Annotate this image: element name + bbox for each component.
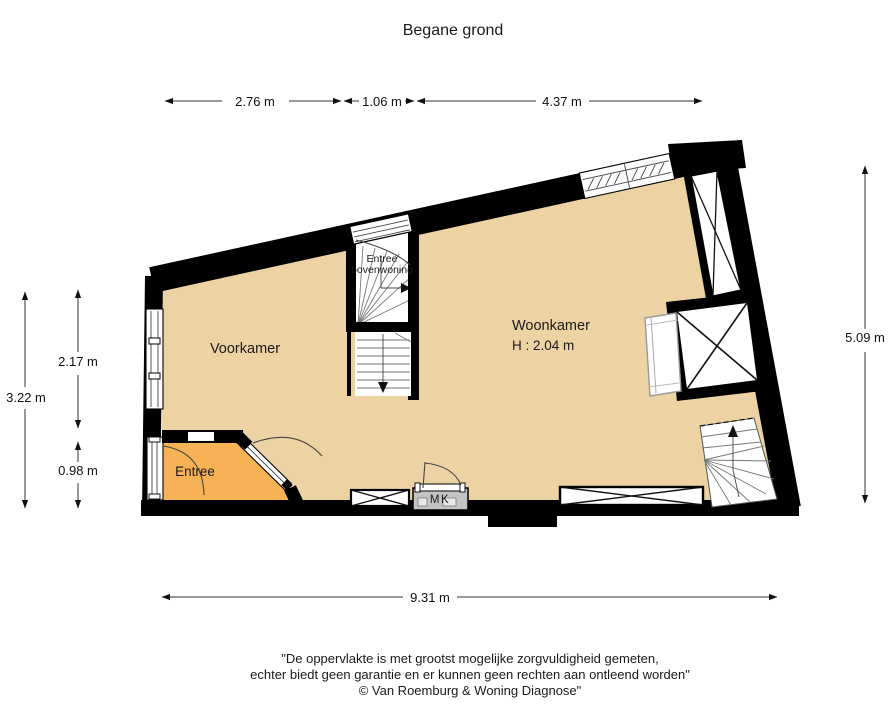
voorkamer-label: Voorkamer — [209, 341, 281, 357]
footer-line-1: "De oppervlakte is met grootst mogelijke zorgvuldigheid gemeten, — [281, 651, 659, 666]
voorkamer-window — [146, 309, 163, 409]
window-mullion — [149, 338, 160, 344]
partition-glazing — [185, 432, 217, 442]
dim-bottom: 9.31 m — [410, 590, 450, 605]
main-staircase — [346, 214, 419, 400]
page-title: Begane grond — [402, 22, 504, 39]
entree-bovenwoning-label-line1: Entree — [366, 253, 398, 265]
dim-left-inner-bottom: 0.98 m — [58, 463, 98, 478]
entree-label: Entree — [175, 464, 215, 479]
stair-divider — [346, 322, 419, 332]
dim-right: 5.09 m — [845, 330, 885, 345]
chimney — [666, 292, 770, 401]
dim-left-outer: 3.22 m — [6, 390, 46, 405]
footer-line-2: echter biedt geen garantie en er kunnen geen rechten aan ontleend worden" — [250, 667, 690, 682]
front-door — [147, 437, 163, 500]
woonkamer-label: Woonkamer — [512, 318, 590, 334]
footer-line-3: © Van Roemburg & Woning Diagnose" — [358, 683, 582, 698]
dim-top-3: 4.37 m — [542, 94, 582, 109]
stove — [645, 313, 681, 396]
dim-top-1: 2.76 m — [235, 94, 275, 109]
dim-left-inner-top: 2.17 m — [58, 354, 98, 369]
stair-wall-left — [346, 240, 356, 330]
footer-disclaimer — [250, 651, 690, 698]
entree-bovenwoning-label-line2: bovenwoning — [351, 264, 413, 276]
woonkamer-height-label: H : 2.04 m — [512, 338, 575, 353]
bottom-wall-notch — [488, 514, 557, 527]
mk-label: MK — [429, 494, 451, 506]
dim-top-2: 1.06 m — [362, 94, 402, 109]
window-mullion — [149, 373, 160, 379]
